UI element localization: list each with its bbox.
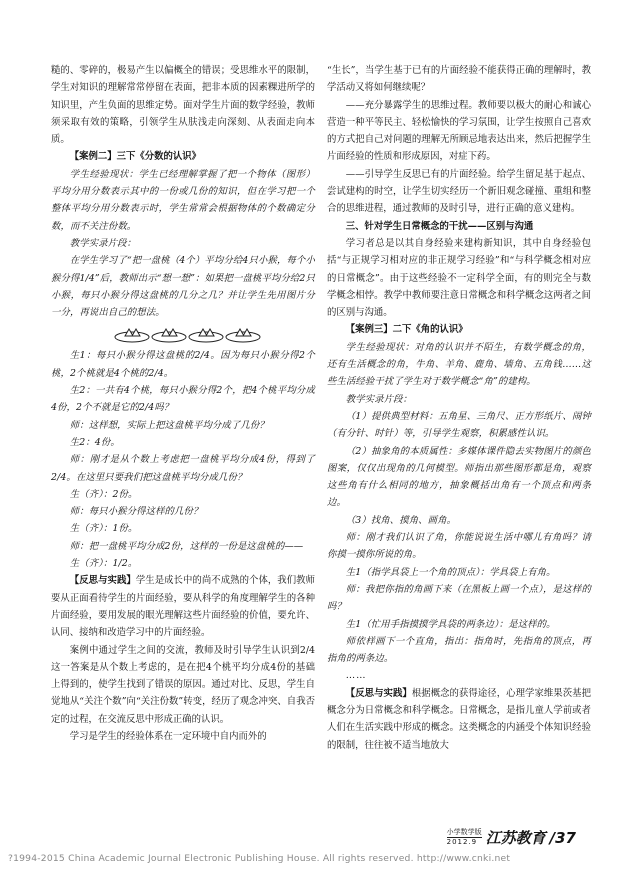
method-step: （2）抽象角的本质属性：多媒体课件隐去实物图片的颜色图案，仅仅出现角的几何模型。师指出那些图形都是角，观察这些角有什么相同的地方，抽象概括出角有一个顶点和两条边。 [327,445,591,509]
paragraph: “生长”，当学生基于已有的片面经验不能获得正确的理解时，教学活动又将如何继续呢？ [327,65,591,94]
paragraph: 学习是学生的经验体系在一定环境中自内而外的 [69,730,267,742]
reflection-paragraph [327,685,591,754]
page-footer [0,820,638,871]
reflection-text: 学生是成长中的尚不成熟的个体，我们教师要从正面看待学生的片面经验，要从科学的角度理解学生的各种片面经验，要用发展的眼光理解这些片面经验的价值，要允许、认同、接纳和改造学习中的片面经验。 [51,575,315,639]
student-status: 学生经验现状：对角的认识并不陌生，有数学概念的角，还有生活概念的角，牛角、羊角、鹿角、墙角、五角钱……这些生活经验干扰了学生对于数学概念“角”的建构。 [327,341,591,388]
dialogue-line: 生（齐）：1份。 [69,523,138,535]
case-title: 【案例三】二下《角的认识》 [345,324,468,336]
case-title: 【案例二】三下《分数的认识》 [69,151,202,163]
method-step: （1）提供典型材料：五角星、三角尺、正方形纸片、闹钟（有分针、时针）等，引导学生观察，积累感性认识。 [327,410,591,440]
clip-label: 教学实录片段： [345,393,413,405]
reflection-tag: 【反思与实践】 [345,687,412,699]
journal-mark [447,828,576,847]
dialogue-line: 师：刚才我们认识了角，你能说说生活中哪儿有角吗？请你摸一摸你所说的角。 [327,532,591,561]
dialogue-line: 生1（指学具袋上一个角的顶点）：学具袋上有角。 [345,566,556,578]
paragraph: 学习者总是以其自身经验来建构新知识，其中自身经验包括“与正规学习相对应的非正规学习经验”和“与科学概念相对应的日常概念”。由于这些经验不一定科学全面，有的则完全与数学概念相悖。教学中教师要注意日常概念和科学概念这两者之间的区别与沟通。 [327,237,591,319]
clip-label: 教学实录片段： [69,237,137,249]
section-heading: 三、针对学生日常概念的干扰——区别与沟通 [345,220,534,232]
peach-plates-illustration [113,323,263,345]
paragraph: ——充分暴露学生的思维过程。教师要以极大的耐心和诚心营造一种平等民主、轻松愉快的学习氛围，让学生按照自己喜欢的方式把自己对问题的理解无所顾忌地表达出来，然后把握学生片面经验的性质和形成原因，对症下药。 [327,99,591,163]
journal-edition [447,828,482,847]
page-number: /37 [549,829,576,847]
dialogue-line: 生（齐）：1/2。 [69,558,138,570]
dialogue-line: 生2：4份。 [69,436,120,448]
dialogue-line: 师：刚才是从个数上考虑把一盘桃平均分成4份，得到了2/4。在这里只要我们把这盘桃平均分成几份？ [51,454,315,483]
dialogue-line: 师：我把你指的角画下来（在黑板上画一个点），是这样的吗？ [327,583,591,613]
dialogue-line: 生2：一共有4个桃，每只小猴分得2个，把4个桃平均分成4份，2个不就是它的2/4吗？ [51,385,315,414]
dialogue-line: 师依样画下一个直角，指出：指角时，先指角的顶点，再指角的两条边。 [327,635,591,665]
student-status: 学生经验现状：学生已经理解掌握了把一个物体（图形）平均分用分数表示其中的一份或几份的知识，但在学习把一个整体平均分用分数表示时，学生常常会根据物体的个数确定分数，而不关注份数。 [51,168,315,232]
clip-intro: 在学生学习了“把一盘桃（4个）平均分给4只小猴，每个小猴分得1/4”后，教师出示“想一想”：如果把一盘桃平均分给2只小猴，每只小猴分得这盘桃的几分之几？并让学生先用图片分一分，再说出自己的想法。 [51,255,315,319]
right-column [327,62,591,754]
reflection-tag: 【反思与实践】 [69,575,136,587]
journal-issue: 2012.9 [446,838,478,846]
journal-edition-name: 小学数学版 [446,828,482,836]
paragraph: 糙的、零碎的，极易产生以偏概全的错误；受思维水平的限制，学生对知识的理解常常停留在表面，把非本质的因素粿进所学的知识里，产生负面的思维定势。面对学生片面的数学经验，教师须采取有效的策略，引领学生从肤浅走向深刻、从表面走向本质。 [51,65,315,146]
left-column [51,62,315,745]
dialogue-line: 师：每只小猴分得这样的几份？ [69,506,203,518]
reflection-paragraph [51,572,315,641]
ellipsis: …… [345,670,367,682]
dialogue-line: 生（齐）：2份。 [69,488,138,500]
journal-brand: 江苏教育 [485,829,546,847]
dialogue-line: 生1：每只小猴分得这盘桃的2/4。因为每只小猴分得2个桃，2个桃就是4个桃的2/4。 [51,350,315,379]
paragraph: 案例中通过学生之间的交流，教师及时引导学生认识到2/4这一答案是从个数上考虑的，是在把4个桃平均分成4份的基础上得到的，使学生找到了错误的原因。通过对比、反思，学生自觉地从“关注个数”向“关注份数”转变，经历了观念冲突、自我否定的过程，在交流反思中形成正确的认识。 [51,644,315,725]
method-step: （3）找角、摸角、画角。 [345,514,457,526]
peach-plate-figure [51,321,315,347]
dialogue-line: 师：把一盘桃平均分成2份，这样的一份是这盘桃的—— [69,540,304,552]
copyright-line: ?1994-2015 China Academic Journal Electronic Publishing House. All rights reserved. http://www.cnki.net [8,853,511,864]
paragraph: ——引导学生反思已有的片面经验。给学生留足基于起点、尝试建构的时空，让学生切实经历一个新旧观念碰撞、重组和整合的思维进程，通过教师的及时引导，进行正确的意义建构。 [327,168,591,215]
dialogue-line: 师：这样想，实际上把这盘桃平均分成了几份？ [69,419,269,431]
reflection-text: 根据概念的获得途径，心理学家维果茨基把概念分为日常概念和科学概念。日常概念，是指儿童人学前或者人们在生活实践中形成的概念。这类概念的内涵受个体知识经验的限制，往往被不适当地放大 [327,687,591,751]
dialogue-line: 生1（忙用手指摸摸学具袋的两条边）：是这样的。 [345,618,556,630]
